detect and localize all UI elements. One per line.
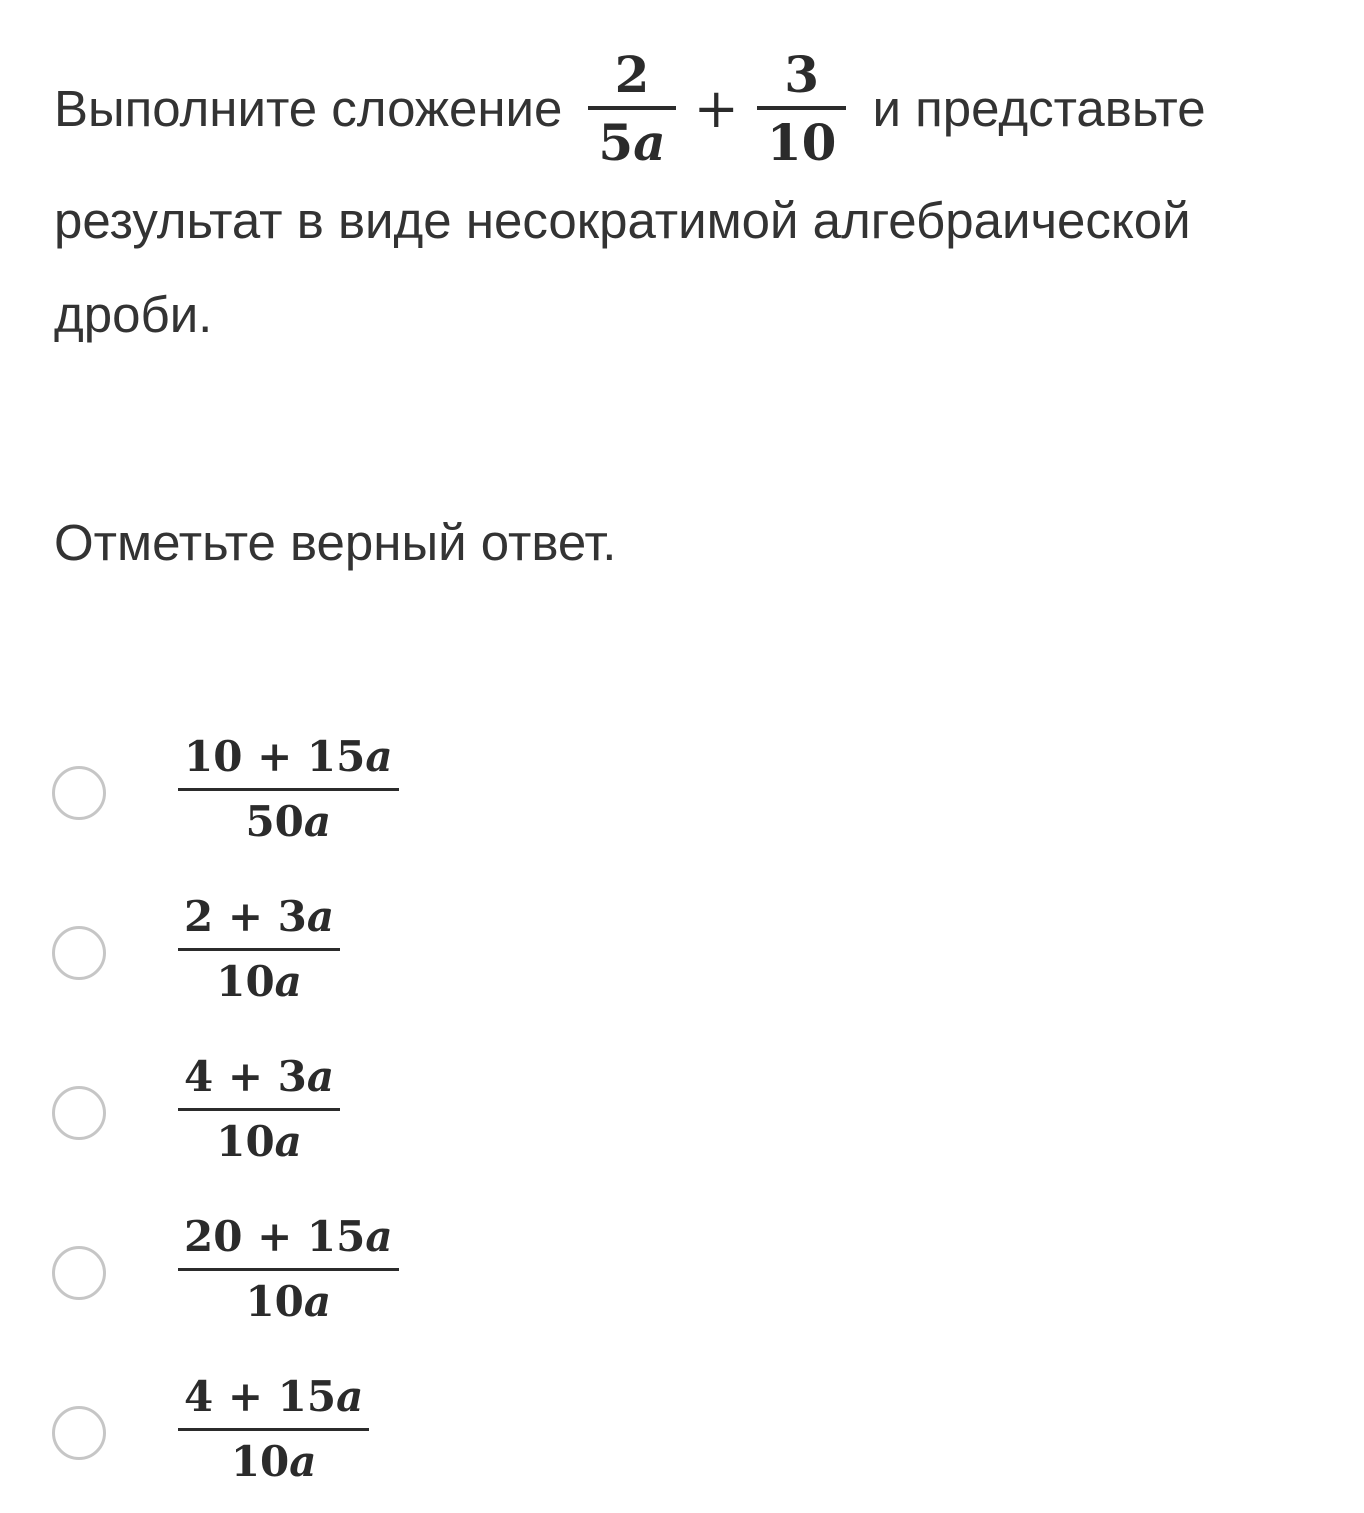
radio-button[interactable] — [52, 926, 106, 980]
fraction-numerator: 2 + 3a — [184, 892, 335, 941]
fraction-numerator: 4 + 3a — [184, 1052, 335, 1101]
fraction-bar — [588, 106, 675, 110]
question-text — [54, 44, 1344, 362]
answer-option-3[interactable] — [52, 1050, 752, 1190]
radio-button[interactable] — [52, 1246, 106, 1300]
answer-fraction — [178, 1210, 399, 1329]
answer-option-4[interactable] — [52, 1210, 752, 1350]
fraction-denominator: 50a — [245, 797, 332, 846]
answer-fraction — [178, 890, 340, 1009]
answer-prompt: Отметьте верный ответ. — [54, 514, 617, 571]
fraction-bar — [178, 788, 399, 791]
radio-button[interactable] — [52, 1086, 106, 1140]
fraction-denominator: 10a — [245, 1277, 332, 1326]
fraction-numerator: 2 — [614, 45, 650, 104]
radio-button[interactable] — [52, 1406, 106, 1460]
question-line-3: дроби. — [54, 286, 213, 343]
fraction-numerator: 20 + 15a — [184, 1212, 393, 1261]
fraction-denominator: 5a — [598, 113, 666, 172]
question-line-1 — [54, 44, 1344, 174]
answer-fraction — [178, 1050, 340, 1169]
answer-fraction — [178, 1370, 369, 1489]
fraction-bar — [178, 1108, 340, 1111]
fraction-denominator: 10a — [216, 1117, 302, 1166]
radio-button[interactable] — [52, 766, 106, 820]
fraction-denominator: 10 — [766, 113, 837, 172]
answer-option-5[interactable] — [52, 1370, 752, 1510]
fraction-bar — [178, 1428, 369, 1431]
question-line-2: результат в виде несократимой алгебраической — [54, 192, 1191, 249]
answer-fraction — [178, 730, 399, 849]
fraction-2-over-5a — [588, 46, 675, 172]
fraction-numerator: 10 + 15a — [184, 732, 393, 781]
fraction-numerator: 3 — [784, 45, 820, 104]
fraction-numerator: 4 + 15a — [184, 1372, 364, 1421]
fraction-3-over-10 — [757, 46, 847, 172]
fraction-denominator: 10a — [230, 1437, 317, 1486]
plus-operator: + — [693, 77, 739, 140]
answer-option-1[interactable] — [52, 730, 752, 870]
question-text-after: и представьте — [872, 80, 1206, 137]
answer-option-2[interactable] — [52, 890, 752, 1030]
fraction-denominator: 10a — [216, 957, 302, 1006]
fraction-bar — [178, 948, 340, 951]
question-text-before: Выполните сложение — [54, 80, 563, 137]
fraction-bar — [757, 106, 847, 110]
fraction-bar — [178, 1268, 399, 1271]
